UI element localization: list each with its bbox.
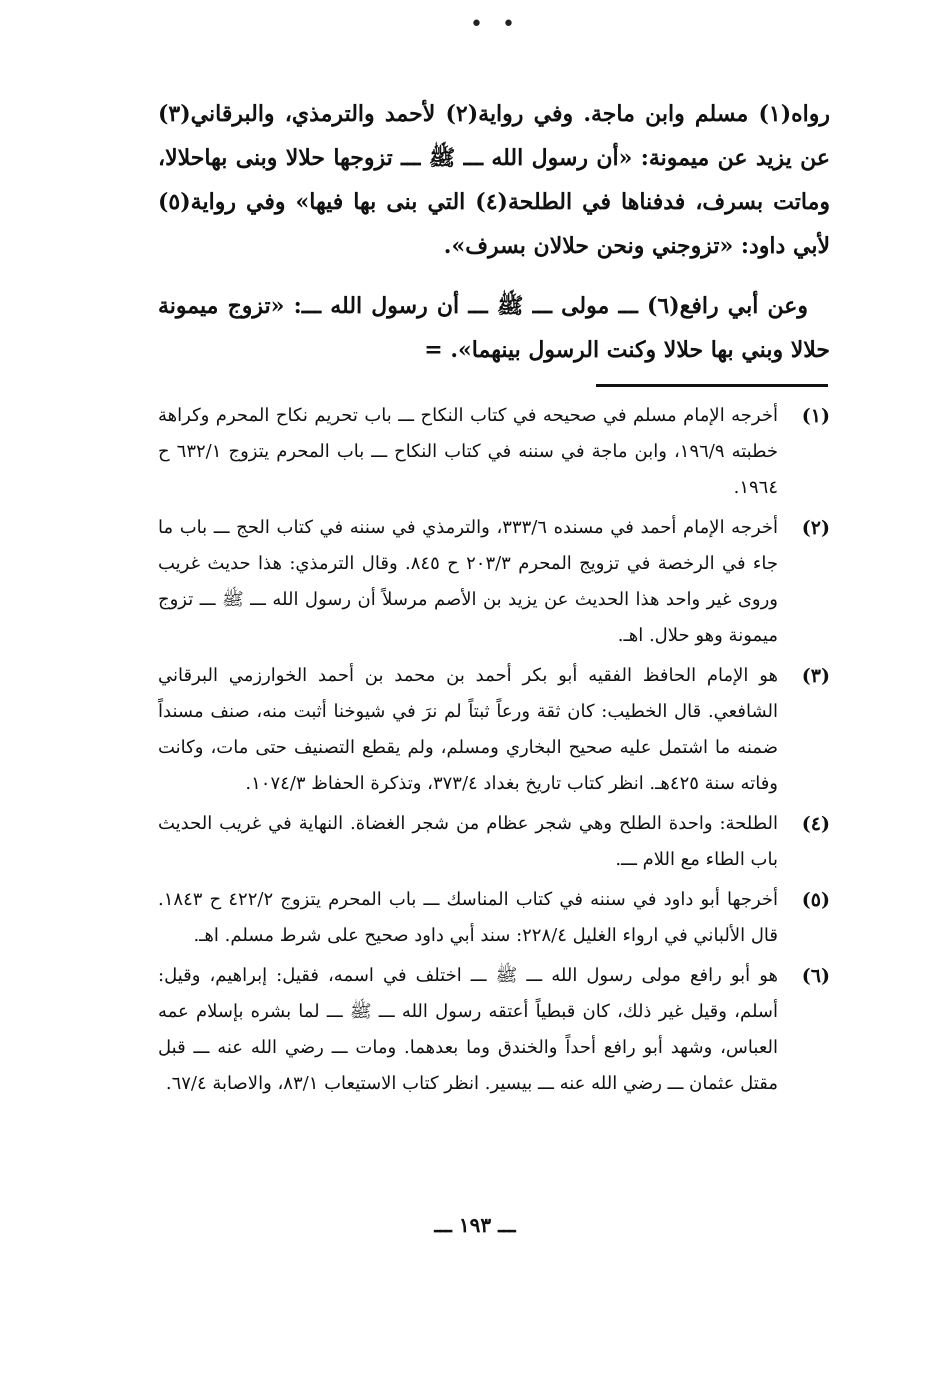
footnote-text: أخرجه الإمام أحمد في مسنده ٣٣٣/٦، والترمذي في سننه في كتاب الحج ـــ باب ما جاء في الرخصة في تزويج المحرم ٢٠٣/٣ ح ٨٤٥. وقال الترمذي: هذا حديث غريب وروى غير واحد هذا الحديث عن يزيد بن الأصم مرسلاً أن رسول الله ـــ ﷺ ـــ تزوج ميمونة وهو حلال. اهـ. — [158, 517, 778, 646]
main-paragraph-2: وعن أبي رافع(٦) ـــ مولى ـــ ﷺ ـــ أن رسول الله ـــ: «تزوج ميمونة حلالا وبني بها حلالا وكنت الرسول بينهما». = — [158, 293, 830, 363]
footnote-number: (٣) — [801, 665, 830, 687]
footnote-separator — [596, 384, 828, 387]
footnote-text: هو أبو رافع مولى رسول الله ـــ ﷺ ـــ اختلف في اسمه، فقيل: إبراهيم، وقيل: أسلم، وقيل غير ذلك، كان قبطياً أعتقه رسول الله ـــ ﷺ ـــ لما بشره بإسلام عمه العباس، وشهد أبو رافع أحداً والخندق وما بعدهما. ومات ـــ رضي الله عنه ـــ قبل مقتل عثمان ـــ رضي الله عنه ـــ بيسير. انظر كتاب الاستيعاب ٨٣/١، والاصابة ٦٧/٤. — [158, 965, 778, 1094]
main-paragraph-1: رواه(١) مسلم وابن ماجة. وفي رواية(٢) لأحمد والترمذي، والبرقاني(٣) عن يزيد عن ميمونة: «أن رسول الله ـــ ﷺ ـــ تزوجها حلالا وبنى بهاحلالا، وماتت بسرف، فدفناها في الطلحة(٤) التي بنى بها فيها» وفي رواية(٥) لأبي داود: «تزوجني ونحن حلالان بسرف». — [158, 101, 830, 259]
page-number: ـــ ١٩٣ ـــ — [434, 1213, 516, 1237]
footnote-4 — [158, 806, 830, 878]
footnote-5 — [158, 882, 830, 954]
footnote-text: الطلحة: واحدة الطلح وهي شجر عظام من شجر الغضاة. النهاية في غريب الحديث باب الطاء مع اللام ـــ. — [158, 813, 778, 870]
footnote-number: (٦) — [801, 965, 830, 987]
footnote-text: أخرجها أبو داود في سننه في كتاب المناسك ـــ باب المحرم يتزوج ٤٢٢/٢ ح ١٨٤٣. قال الألباني في ارواء الغليل ٢٢٨/٤: سند أبي داود صحيح على شرط مسلم. اهـ. — [158, 889, 779, 946]
footnote-2 — [158, 510, 830, 654]
footnote-1 — [158, 398, 830, 506]
footnote-number: (١) — [801, 405, 830, 427]
main-text-block — [158, 92, 830, 388]
footnote-text: هو الإمام الحافظ الفقيه أبو بكر أحمد بن محمد بن أحمد الخوارزمي البرقاني الشافعي. قال الخطيب: كان ثقة ورعاً ثبتاً لم نرَ في شيوخنا أثبت منه، صنف مسنداً ضمنه ما اشتمل عليه صحيح البخاري ومسلم، ولم يقطع التصنيف حتى مات، وكانت وفاته سنة ٤٢٥هـ. انظر كتاب تاريخ بغداد ٣٧٣/٤، وتذكرة الحفاظ ١٠٧٤/٣. — [158, 665, 778, 794]
footnote-number: (٤) — [801, 813, 830, 835]
footnotes-section — [158, 398, 830, 1106]
footnote-6 — [158, 958, 830, 1102]
footnote-number: (٢) — [801, 517, 830, 539]
footnote-3 — [158, 658, 830, 802]
footnote-number: (٥) — [801, 889, 830, 911]
footnote-text: أخرجه الإمام مسلم في صحيحه في كتاب النكاح ـــ باب تحريم نكاح المحرم وكراهة خطبته ١٩٦/٩، وابن ماجة في سننه في كتاب النكاح ـــ باب المحرم يتزوج ٦٣٢/١ ح ١٩٦٤. — [158, 405, 778, 498]
top-marks: • • — [470, 12, 521, 37]
